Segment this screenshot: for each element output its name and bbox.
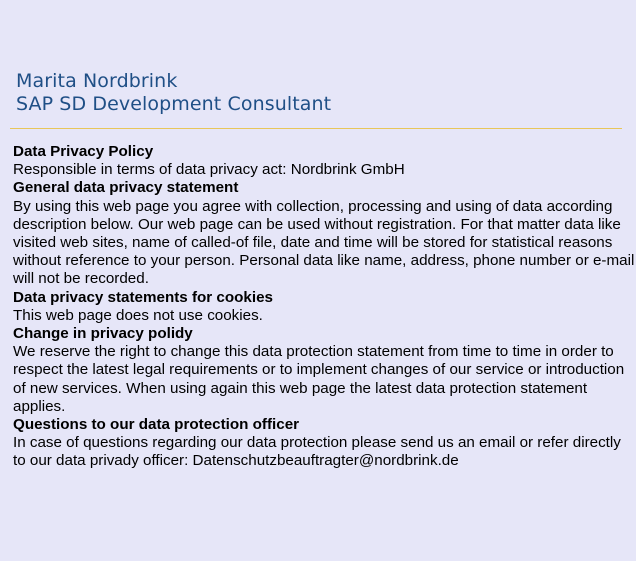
section-body-general-statement: By using this web page you agree with collection, processing and using of data according description below. Our web page can be used without registration. For that matter data like visited web sites, name of called-of file, date and time will be stored for statistical reasons without reference to your person. Personal data like name, address, phone number or e-mail will not be recorded. [13, 197, 635, 288]
section-body-responsible: Responsible in terms of data privacy act: Nordbrink GmbH [13, 161, 405, 179]
section-heading-cookies: Data privacy statements for cookies [13, 288, 273, 306]
section-heading-data-privacy-policy: Data Privacy Policy [13, 143, 154, 160]
section-body-cookies: This web page does not use cookies. [13, 306, 263, 324]
section-body-questions: In case of questions regarding our data protection please send us an email or refer directly to our data privady officer: Datenschutzbeauftragter@nordbrink.de [13, 434, 621, 470]
section-heading-policy-change: Change in privacy polidy [13, 325, 193, 343]
owner-name: Marita Nordbrink [16, 70, 178, 92]
owner-role: SAP SD Development Consultant [16, 93, 332, 115]
header-divider [10, 128, 622, 129]
section-heading-questions: Questions to our data protection officer [13, 416, 300, 434]
section-body-policy-change: We reserve the right to change this data protection statement from time to time in order to respect the latest legal requirements or to implement changes of our service or introduction of new services. When using again this web page the latest data protection statement applies. [13, 343, 625, 415]
site-header [16, 70, 331, 116]
privacy-content [13, 143, 636, 471]
section-heading-general-statement: General data privacy statement [13, 179, 239, 197]
